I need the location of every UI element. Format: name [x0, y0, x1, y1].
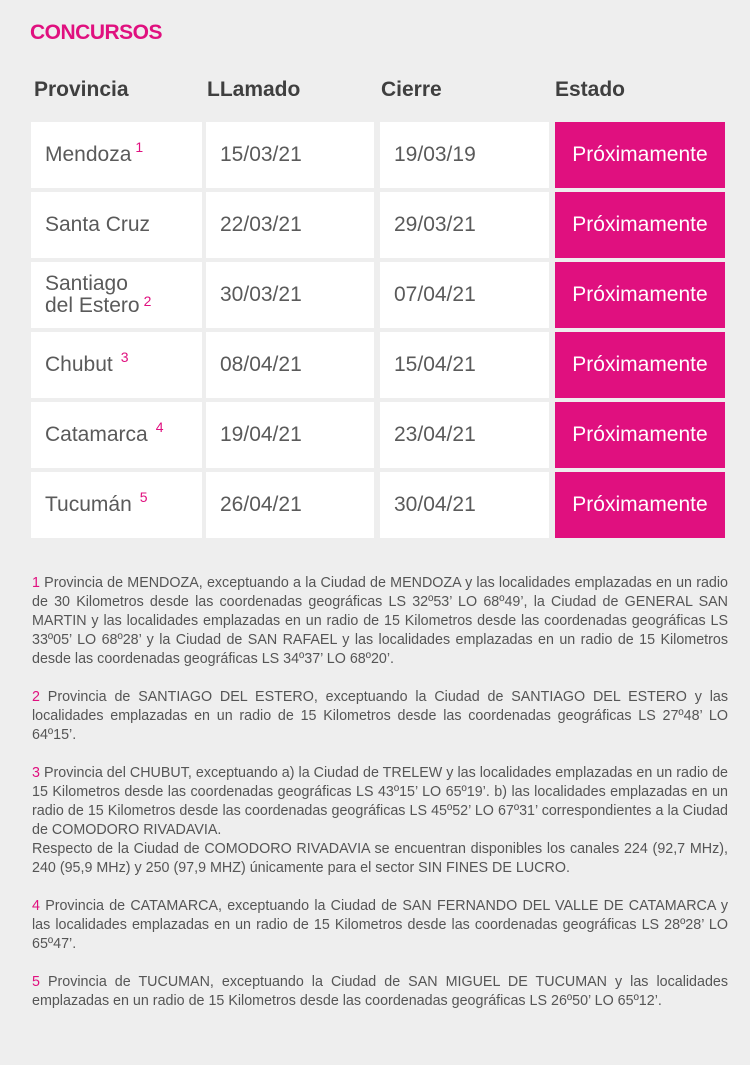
estado-badge[interactable]: Próximamente — [555, 472, 725, 538]
cierre-cell: 19/03/19 — [380, 122, 549, 188]
footnote-text: Provincia de TUCUMAN, exceptuando la Ciudad de SAN MIGUEL DE TUCUMAN y las localidades emplazadas en un radio de 15 Kilometros desde las coordenadas geográficas LS 26º50’ LO 65º12’. — [32, 974, 728, 1009]
estado-badge[interactable]: Próximamente — [555, 192, 725, 258]
table-header — [0, 78, 750, 104]
table-row — [31, 402, 725, 468]
estado-badge[interactable]: Próximamente — [555, 402, 725, 468]
header-estado: Estado — [555, 78, 626, 101]
footnote-ref: 2 — [143, 292, 152, 309]
estado-badge[interactable]: Próximamente — [555, 122, 725, 188]
provincia-name: Tucumán — [45, 493, 132, 516]
table-row — [31, 192, 725, 258]
footnote-4 — [32, 897, 728, 954]
footnote-3 — [32, 764, 728, 878]
table-row — [31, 332, 725, 398]
cierre-cell: 30/04/21 — [380, 472, 549, 538]
footnote-text: Provincia de MENDOZA, exceptuando a la Ciudad de MENDOZA y las localidades emplazadas en un radio de 30 Kilometros desde las coordenadas geográficas LS 32º53’ LO 68º49’, la Ciudad de GENERAL SAN MARTIN y las localidades emplazadas en un radio de 15 Kilometros desde las coordenadas geográficas LS 33º05’ LO 68º28’ y la Ciudad de SAN RAFAEL y las localidades emplazadas en un radio de 15 Kilometros desde las coordenadas geográficas LS 34º37’ LO 68º20’. — [32, 575, 728, 667]
footnote-number: 4 — [32, 898, 40, 914]
footnote-number: 2 — [32, 689, 40, 705]
estado-badge[interactable]: Próximamente — [555, 262, 725, 328]
cierre-cell: 07/04/21 — [380, 262, 549, 328]
footnotes — [32, 574, 728, 1030]
provincia-name: Santa Cruz — [45, 213, 151, 236]
page-title: CONCURSOS — [30, 21, 163, 44]
footnote-2 — [32, 688, 728, 745]
footnote-ref: 5 — [139, 489, 148, 505]
llamado-cell: 08/04/21 — [206, 332, 374, 398]
footnote-number: 5 — [32, 974, 40, 990]
provincia-line-1: Santiago — [45, 271, 128, 295]
header-llamado: LLamado — [207, 78, 301, 101]
table-row — [31, 122, 725, 188]
table-row — [31, 262, 725, 328]
footnote-text: Provincia del CHUBUT, exceptuando a) la Ciudad de TRELEW y las localidades emplazadas en un radio de 15 Kilometros desde las coordenadas geográficas LS 43º15’ LO 65º19’. b) las localidades emplazadas en un radio de 15 Kilometros desde las coordenadas geográficas LS 45º52’ LO 67º31’ correspondientes a la Ciudad de COMODORO RIVADAVIA. — [32, 765, 728, 838]
llamado-cell: 19/04/21 — [206, 402, 374, 468]
provincia-cell — [31, 192, 202, 258]
provincia-line-2: del Estero — [45, 293, 140, 317]
footnote-text-continued: Respecto de la Ciudad de COMODORO RIVADAVIA se encuentran disponibles los canales 224 (92,7 MHz), 240 (95,9 MHz) y 250 (97,9 MHZ) únicamente para el sector SIN FINES DE LUCRO. — [32, 841, 728, 876]
concursos-table — [31, 122, 725, 542]
footnote-5 — [32, 973, 728, 1011]
footnote-text: Provincia de CATAMARCA, exceptuando la Ciudad de SAN FERNANDO DEL VALLE DE CATAMARCA y las localidades emplazadas en un radio de 15 Kilometros desde las coordenadas geográficas LS 28º28’ LO 65º47’. — [32, 898, 728, 952]
llamado-cell: 22/03/21 — [206, 192, 374, 258]
provincia-name: Mendoza — [45, 143, 132, 166]
footnote-ref: 1 — [135, 139, 144, 155]
footnote-ref: 3 — [120, 349, 129, 365]
footnote-number: 1 — [32, 575, 40, 591]
footnote-text: Provincia de SANTIAGO DEL ESTERO, exceptuando la Ciudad de SANTIAGO DEL ESTERO y las localidades emplazadas en un radio de 15 Kilometros desde las coordenadas geográficas LS 27º48’ LO 64º15’. — [32, 689, 728, 743]
cierre-cell: 15/04/21 — [380, 332, 549, 398]
provincia-name: Chubut — [45, 353, 113, 376]
llamado-cell: 15/03/21 — [206, 122, 374, 188]
estado-badge[interactable]: Próximamente — [555, 332, 725, 398]
table-row — [31, 472, 725, 538]
provincia-cell — [31, 122, 202, 188]
provincia-cell — [31, 402, 202, 468]
footnote-1 — [32, 574, 728, 669]
llamado-cell: 26/04/21 — [206, 472, 374, 538]
provincia-cell — [31, 262, 202, 328]
cierre-cell: 23/04/21 — [380, 402, 549, 468]
provincia-cell — [31, 332, 202, 398]
llamado-cell: 30/03/21 — [206, 262, 374, 328]
footnote-ref: 4 — [155, 419, 164, 435]
header-provincia: Provincia — [34, 78, 129, 101]
cierre-cell: 29/03/21 — [380, 192, 549, 258]
provincia-name: Catamarca — [45, 423, 148, 446]
header-cierre: Cierre — [381, 78, 442, 101]
provincia-name — [45, 273, 151, 318]
provincia-cell — [31, 472, 202, 538]
footnote-number: 3 — [32, 765, 40, 781]
